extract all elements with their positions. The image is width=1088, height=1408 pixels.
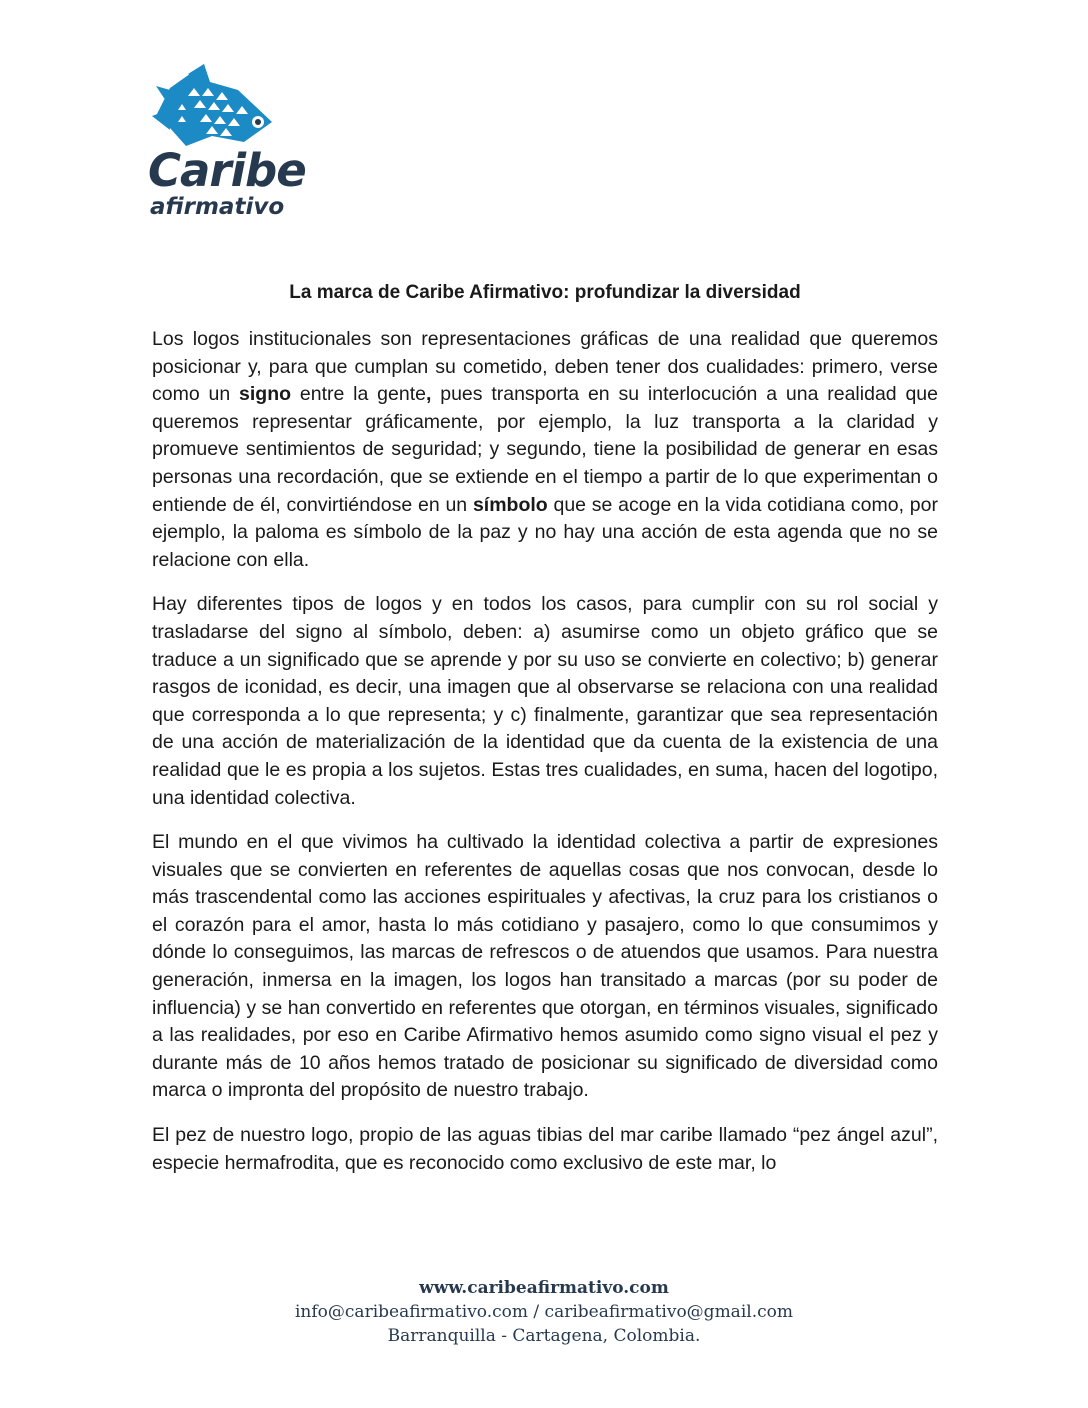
logo — [148, 60, 306, 230]
paragraph-1-text-d: pues transporta en su interlocución a una realidad que queremos representar gráficamente, por ejemplo, la luz transporta a la claridad y promueve sentimientos de seguridad; y segundo, tiene la posibilidad de generar en esas personas una recordación, que se extiende en el tiempo a partir de lo que experimentan o entiende de él, convirtiéndose en un — [152, 383, 938, 516]
paragraph-3: El mundo en el que vivimos ha cultivado la identidad colectiva a partir de expresiones visuales que se convierten en referentes de aquellas cosas que nos convocan, desde lo más trascendental como las acciones espirituales y afectivas, la cruz para los cristianos o el corazón para el amor, hasta lo más cotidiano y pasajero, como lo que consumimos y dónde lo conseguimos, las marcas de refrescos o de atuendos que usamos. Para nuestra generación, inmersa en la imagen, los logos han transitado a marcas (por su poder de influencia) y se han convertido en referentes que otorgan, en términos visuales, significado a las realidades, por eso en Caribe Afirmativo hemos asumido como signo visual el pez y durante más de 10 años hemos tratado de posicionar su significado de diversidad como marca o impronta del propósito de nuestro trabajo. — [152, 831, 938, 1102]
paragraph-1-text-e: que se acoge en la vida cotidiana como, por ejemplo, la paloma es símbolo de la paz y no hay una acción de esta agenda que no se relacione con ella. — [152, 493, 938, 571]
page-footer — [0, 1276, 1088, 1348]
bold-comma: , — [425, 383, 432, 406]
footer-location: Barranquilla - Cartagena, Colombia. — [387, 1326, 701, 1346]
footer-website: www.caribeafirmativo.com — [419, 1278, 669, 1298]
paragraph-1-text-c: entre la gente — [291, 383, 426, 406]
logo-wordmark-primary: Caribe — [148, 144, 306, 197]
paragraph-1 — [152, 326, 938, 574]
logo-wordmark-secondary: afirmativo — [150, 194, 285, 220]
document-title: La marca de Caribe Afirmativo: profundizar la diversidad — [289, 282, 801, 303]
paragraph-4: El pez de nuestro logo, propio de las aguas tibias del mar caribe llamado “pez ángel azul”, especie hermafrodita, que es reconocido como exclusivo de este mar, lo — [152, 1124, 938, 1174]
paragraph-2: Hay diferentes tipos de logos y en todos los casos, para cumplir con su rol social y trasladarse del signo al símbolo, deben: a) asumirse como un objeto gráfico que se traduce a un significado que se aprende y por su uso se convierte en colectivo; b) generar rasgos de iconidad, es decir, una imagen que al observarse se relaciona con una realidad que corresponda a lo que representa; y c) finalmente, garantizar que sea representación de una acción de materialización de la identidad que da cuenta de la existencia de una realidad que le es propia a los sujetos. Estas tres cualidades, en suma, hacen del logotipo, una identidad colectiva. — [152, 593, 938, 809]
document-body — [152, 326, 938, 1194]
bold-term-signo: signo — [239, 383, 292, 406]
footer-emails: info@caribeafirmativo.com / caribeafirmativo@gmail.com — [295, 1302, 793, 1322]
bold-term-simbolo: símbolo — [472, 493, 548, 516]
paragraph-1-text-a: Los logos institucionales son representaciones gráficas de una realidad que queremos posicionar y, para que cumplan su cometido, deben tener dos cualidades: primero, verse como un — [152, 328, 938, 406]
angelfish-logo-icon — [148, 60, 278, 146]
